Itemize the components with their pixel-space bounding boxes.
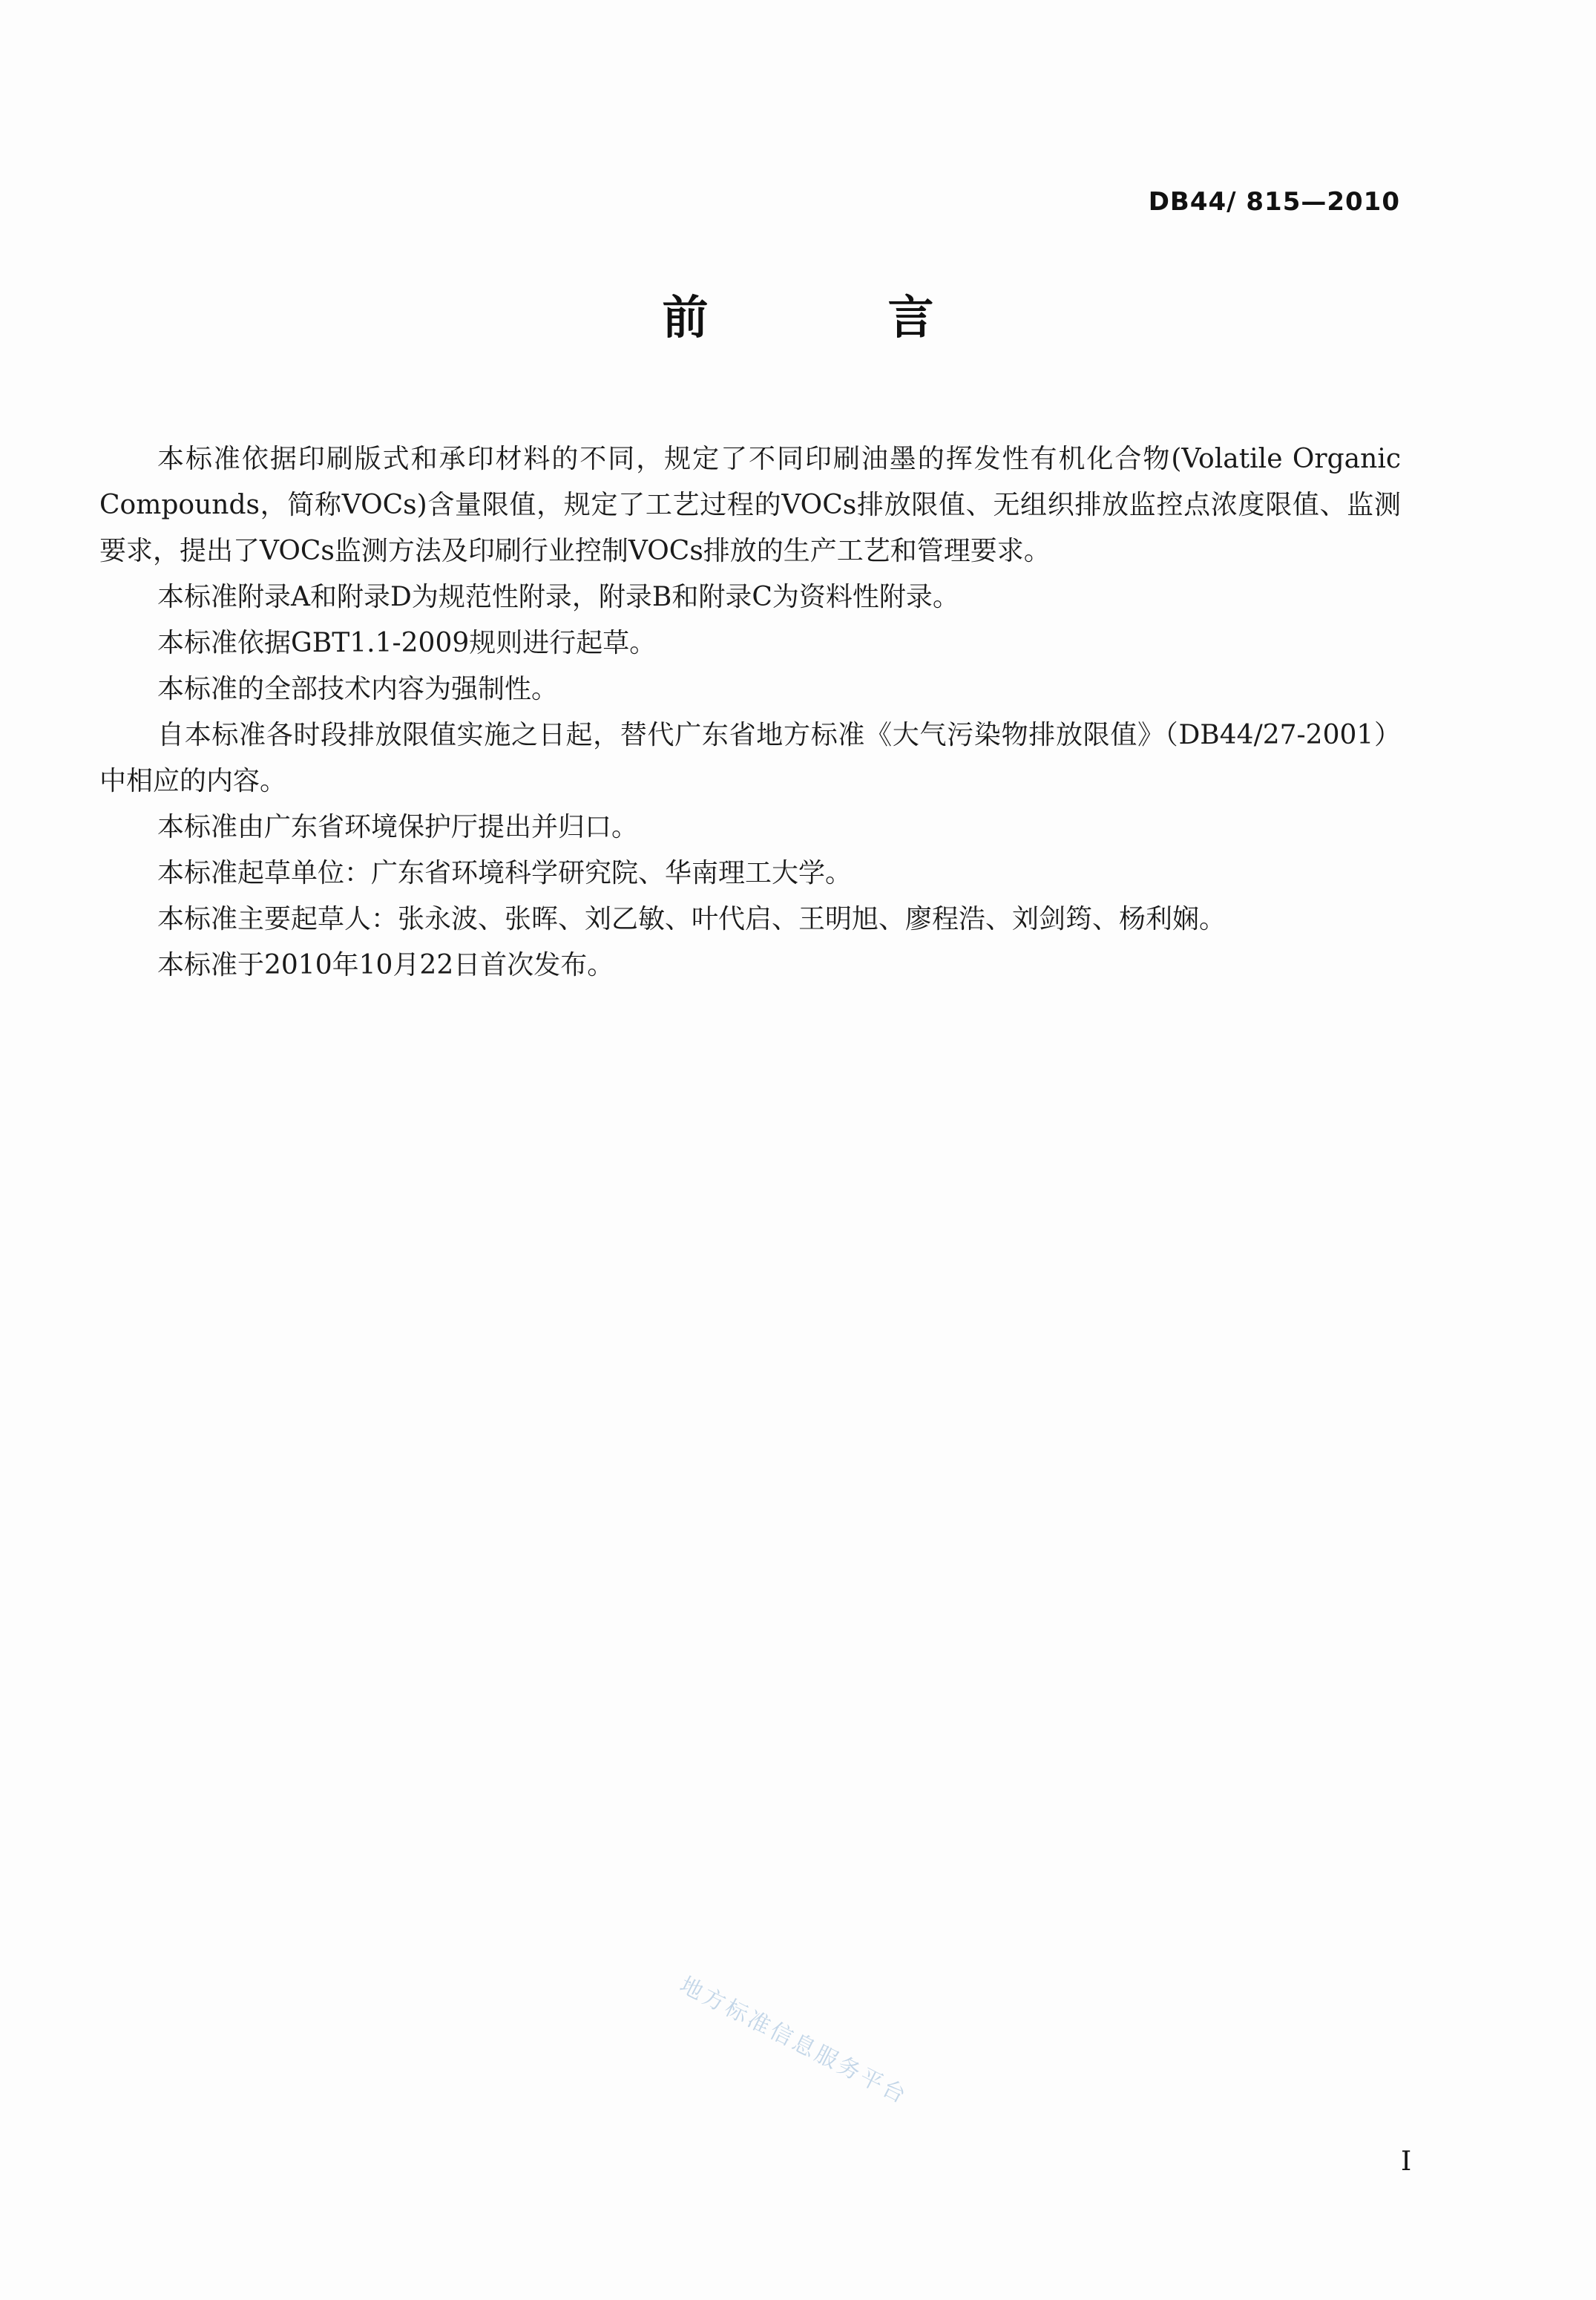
paragraph-drafters: 本标准主要起草人：张永波、张晖、刘乙敏、叶代启、王明旭、廖程浩、刘剑筠、杨利娴。 (157, 904, 1226, 934)
paragraph-proposer: 本标准由广东省环境保护厅提出并归口。 (157, 812, 639, 842)
paragraph-replacement: 自本标准各时段排放限值实施之日起，替代广东省地方标准《大气污染物排放限值》（DB44/27-2001）中相应的内容。 (99, 720, 1401, 796)
foreword-body (99, 436, 1401, 989)
paragraph-mandatory: 本标准的全部技术内容为强制性。 (157, 674, 559, 704)
paragraph-drafting-rules: 本标准依据GBT1.1-2009规则进行起草。 (157, 628, 657, 658)
paragraph-appendices: 本标准附录A和附录D为规范性附录，附录B和附录C为资料性附录。 (157, 582, 959, 612)
paragraph-release-date: 本标准于2010年10月22日首次发布。 (157, 950, 614, 980)
watermark: 地方标准信息服务平台 (675, 1972, 913, 2110)
standard-code: DB44/ 815—2010 (1148, 187, 1400, 217)
page-title: 前 言 (662, 290, 1001, 344)
page-number: I (1401, 2146, 1412, 2177)
paragraph-drafting-units: 本标准起草单位：广东省环境科学研究院、华南理工大学。 (157, 858, 853, 888)
paragraph-scope: 本标准依据印刷版式和承印材料的不同，规定了不同印刷油墨的挥发性有机化合物(Volatile Organic Compounds，简称VOCs)含量限值，规定了工艺过程的VOCs排放限值、无组织排放监控点浓度限值、监测要求，提出了VOCs监测方法及印刷行业控制VOCs排放的生产工艺和管理要求。 (99, 444, 1401, 566)
